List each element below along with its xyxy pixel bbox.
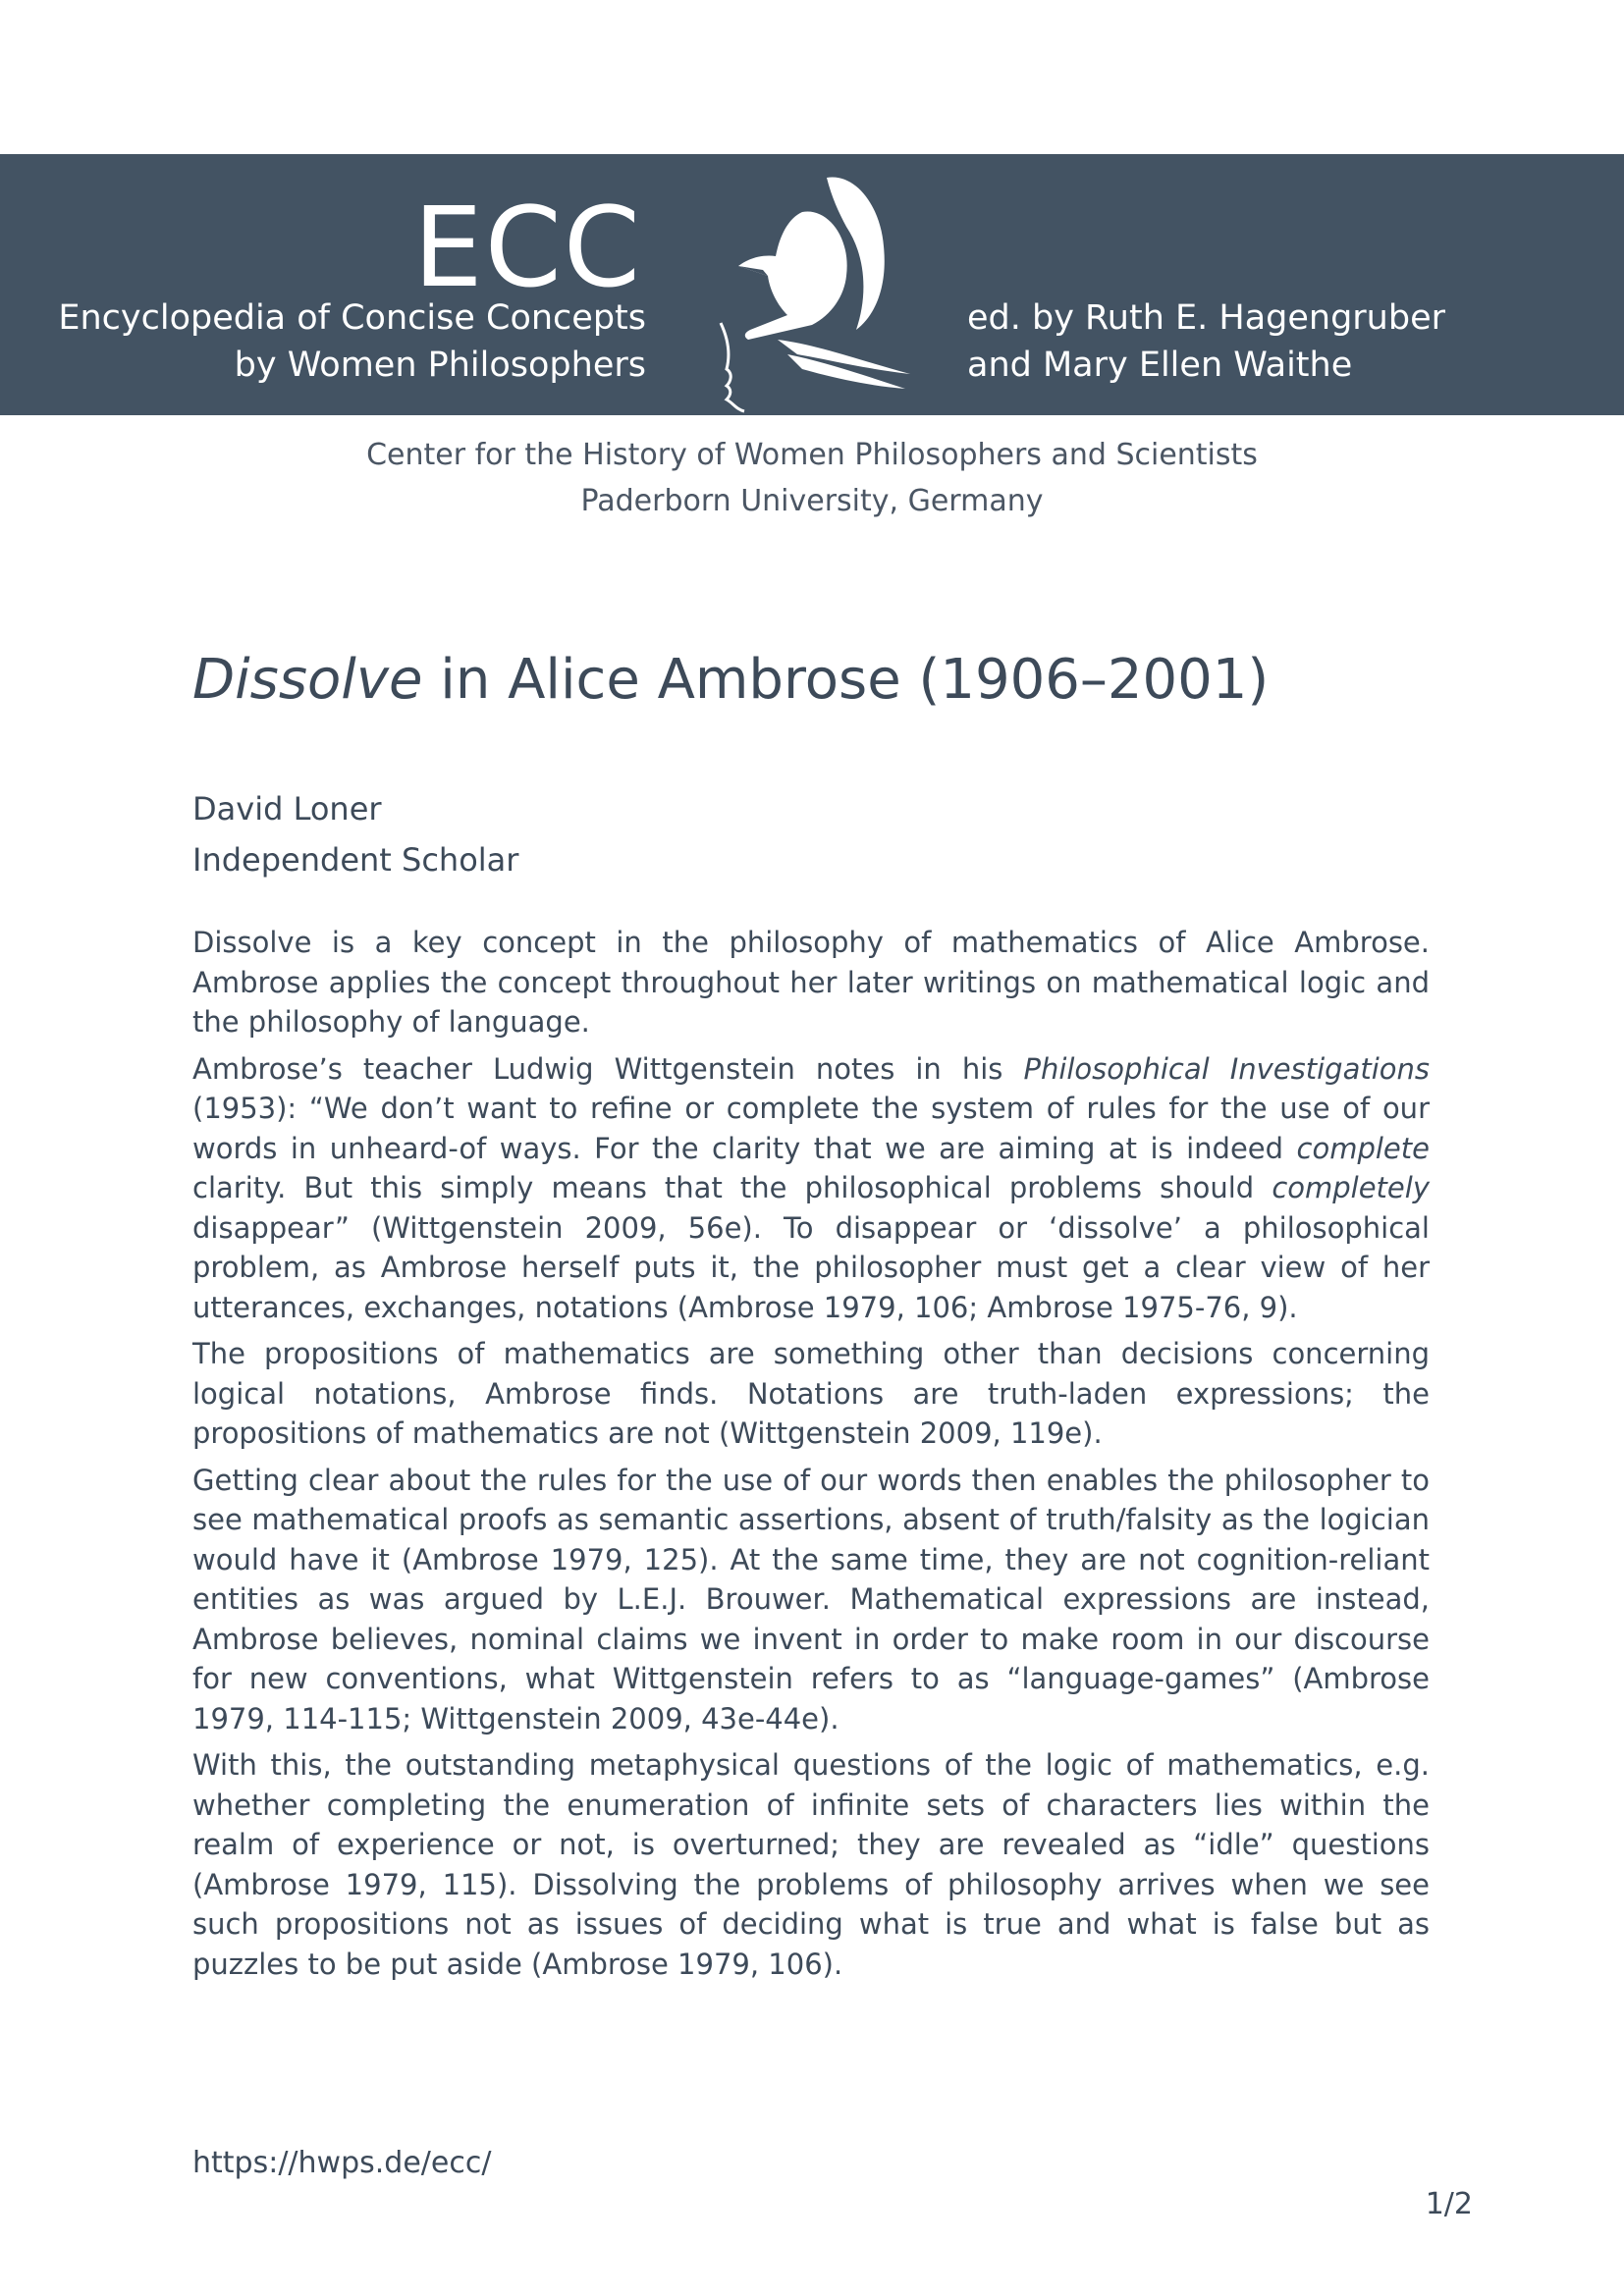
editors-line2: and Mary Ellen Waithe — [967, 346, 1353, 385]
article-title-italic: Dissolve — [192, 648, 423, 712]
institution-line2: Paderborn University, Germany — [580, 484, 1044, 518]
ecc-acronym: ECC — [412, 185, 642, 312]
paragraph-5: With this, the outstanding metaphysical questions of the logic of mathematics, e.g. whether completing the enumeration of infinite sets of characters lies within the realm of experience or not, is overturned; they are revealed as “idle” questions (Ambrose 1979, 115). Dissolving the problems of philosophy arrives when we see such propositions not as issues of deciding what is true and what is false but as puzzles to be put aside (Ambrose 1979, 106). — [192, 1748, 1430, 1981]
paragraph-2-part-e: clarity. But this simply means that the philosophical problems should — [192, 1171, 1272, 1204]
paragraph-1: Dissolve is a key concept in the philosophy of mathematics of Alice Ambrose. Ambrose applies the concept throughout her later writings on mathematical logic and the philosophy of language. — [192, 926, 1430, 1039]
paragraph-2-part-c: (1953): “We don’t want to refine or complete the system of rules for the use of our words in unheard-of ways. For the clarity that we are aiming at is indeed — [192, 1092, 1430, 1165]
encyclopedia-name — [58, 294, 646, 389]
encyclopedia-name-line2: by Women Philosophers — [234, 346, 646, 385]
article-body — [192, 923, 1430, 1991]
paragraph-2-italic-title: Philosophical Investigations — [1023, 1051, 1431, 1086]
editors-line1: ed. by Ruth E. Hagengruber — [967, 298, 1446, 338]
editors — [967, 294, 1445, 389]
article-title-rest: in Alice Ambrose (1906–2001) — [422, 648, 1270, 712]
paragraph-2-part-g: disappear” (Wittgenstein 2009, 56e). To disappear or ‘dissolve’ a philosophical problem, as Ambrose herself puts it, the philosopher must get a clear view of her utterances, exchanges, notations (Ambrose 1979, 106; Ambrose 1975-76, 9). — [192, 1210, 1430, 1324]
header-banner — [0, 154, 1624, 415]
encyclopedia-name-line1: Encyclopedia of Concise Concepts — [58, 298, 646, 338]
paragraph-4: Getting clear about the rules for the use of our words then enables the philosopher to see mathematical proofs as semantic assertions, absent of truth/falsity as the logician would have it (Ambrose 1979, 125). At the same time, they are not cognition-reliant entities as was argued by L.E.J. Brouwer. Mathematical expressions are instead, Ambrose believes, nominal claims we invent in order to make room in our discourse for new conventions, what Wittgenstein refers to as “language-games” (Ambrose 1979, 114-115; Wittgenstein 2009, 43e-44e). — [192, 1463, 1430, 1735]
article-title — [192, 648, 1269, 712]
paragraph-2 — [192, 1049, 1430, 1328]
footer-url[interactable]: https://hwps.de/ecc/ — [192, 2146, 492, 2180]
paragraph-3: The propositions of mathematics are something other than decisions concerning logical notations, Ambrose finds. Notations are truth-laden expressions; the propositions of mathematics are not (Wittgenstein 2009, 119e). — [192, 1337, 1430, 1450]
page-number: 1/2 — [1425, 2187, 1473, 2221]
paragraph-2-italic-completely: completely — [1272, 1171, 1430, 1204]
author-block — [192, 783, 518, 885]
author-affiliation: Independent Scholar — [192, 841, 519, 879]
paragraph-2-italic-complete: complete — [1296, 1131, 1430, 1165]
author-name: David Loner — [192, 790, 382, 828]
paragraph-2-part-a: Ambrose’s teacher Ludwig Wittgenstein notes in his — [192, 1051, 1024, 1086]
athena-helmet-icon — [709, 168, 925, 413]
institution-line1: Center for the History of Women Philosophers and Scientists — [366, 438, 1258, 472]
institution — [0, 432, 1624, 524]
